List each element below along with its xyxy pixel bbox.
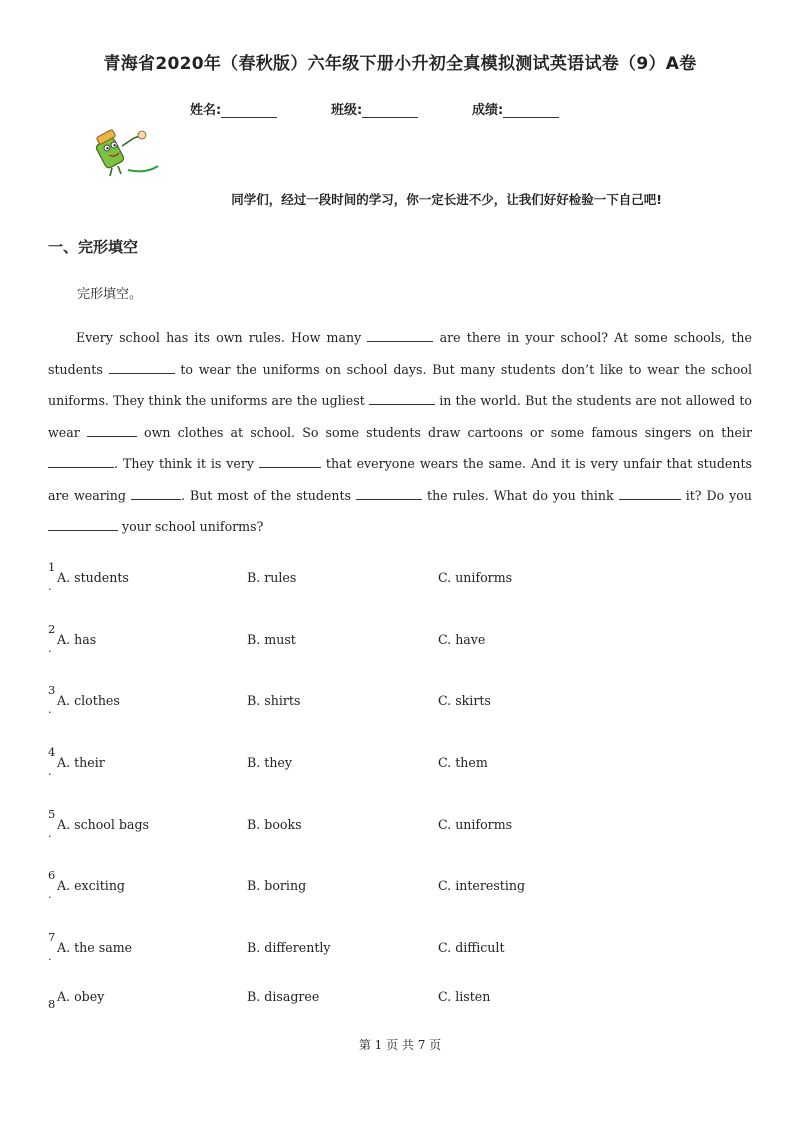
option-c[interactable]: C. listen [438,989,491,1004]
name-field [190,99,277,118]
question-number: 8 [48,997,56,1011]
question-number: 4 [48,745,56,759]
encouragement-text: 同学们，经过一段时间的学习，你一定长进不少，让我们好好检验一下自己吧! [231,192,662,207]
question-item [48,989,752,1033]
question-dot: . [48,703,52,716]
blank-3 [369,392,435,405]
score-blank [503,103,559,118]
blank-5 [48,455,114,468]
option-b[interactable]: B. shirts [247,693,301,708]
score-label: 成绩: [472,103,504,118]
option-c[interactable]: C. uniforms [438,817,513,832]
question-item [48,868,752,922]
passage-text: it? Do you [685,487,752,503]
blank-8 [356,487,422,500]
blank-6 [259,455,321,468]
question-dot: . [48,827,52,840]
blank-2 [109,361,175,374]
class-label: 班级: [331,103,363,118]
passage-text: Every school has its own rules. How many [76,330,362,345]
question-dot: . [48,642,52,655]
question-dot: . [48,950,52,963]
option-b[interactable]: B. boring [247,878,307,893]
question-item [48,930,752,984]
blank-9 [619,487,681,500]
option-c[interactable]: C. skirts [438,693,491,708]
option-b[interactable]: B. books [247,817,302,832]
option-c[interactable]: C. have [438,632,486,647]
page-footer: 第 1 页 共 7 页 [358,1038,442,1052]
passage-text: own clothes at school. So some students draw cartoons or some famous singers on their [144,424,752,440]
option-c[interactable]: C. them [438,755,488,770]
question-number: 6 [48,868,56,882]
option-a[interactable]: A. their [57,755,105,770]
section-instruction: 完形填空。 [77,287,143,302]
option-b[interactable]: B. differently [247,940,331,955]
question-dot: . [48,765,52,778]
name-blank [221,103,277,118]
blank-4 [87,424,137,437]
page-title: 青海省2020年（春秋版）六年级下册小升初全真模拟测试英语试卷（9）A卷 [103,54,697,74]
question-number: 7 [48,930,56,944]
score-field [472,99,559,118]
cloze-passage [48,322,752,543]
passage-text: to wear the uniforms on school days. But many students don’t like to wear the school uniforms. They think the uniforms are the ugliest [48,361,752,408]
question-item [48,683,752,737]
option-a[interactable]: A. school bags [57,817,150,832]
blank-10 [48,518,118,531]
passage-text: are there in your school? At some schools, the students [48,330,752,377]
option-a[interactable]: A. has [57,632,97,647]
option-c[interactable]: C. interesting [438,878,526,893]
pencil-mascot-icon [88,124,162,178]
question-item [48,807,752,861]
question-number: 5 [48,807,56,821]
option-a[interactable]: A. exciting [57,878,125,893]
option-b[interactable]: B. must [247,632,296,647]
passage-text: . But most of the students [180,487,352,503]
class-blank [362,103,418,118]
question-dot: . [48,888,52,901]
passage-text: that everyone wears the same. And it is very unfair that students are wearing [48,456,752,503]
class-field [331,99,418,118]
option-c[interactable]: C. uniforms [438,570,513,585]
passage-text: your school uniforms? [122,519,264,534]
option-b[interactable]: B. they [247,755,293,770]
option-a[interactable]: A. obey [57,989,105,1004]
passage-text: . They think it is very [114,456,254,471]
option-b[interactable]: B. rules [247,570,297,585]
question-item [48,622,752,676]
question-number: 3 [48,683,56,697]
passage-text: the rules. What do you think [427,487,614,503]
option-a[interactable]: A. the same [57,940,133,955]
blank-1 [367,329,433,342]
passage-text: in the world. But the students are not allowed to wear [48,393,752,440]
question-number: 1 [48,560,56,574]
blank-7 [131,487,181,500]
question-item [48,560,752,614]
question-number: 2 [48,622,56,636]
section-heading: 一、完形填空 [48,238,139,256]
option-b[interactable]: B. disagree [247,989,320,1004]
name-label: 姓名: [190,103,222,118]
option-a[interactable]: A. students [57,570,129,585]
option-c[interactable]: C. difficult [438,940,505,955]
option-a[interactable]: A. clothes [57,693,120,708]
question-dot: . [48,580,52,593]
question-item [48,745,752,799]
